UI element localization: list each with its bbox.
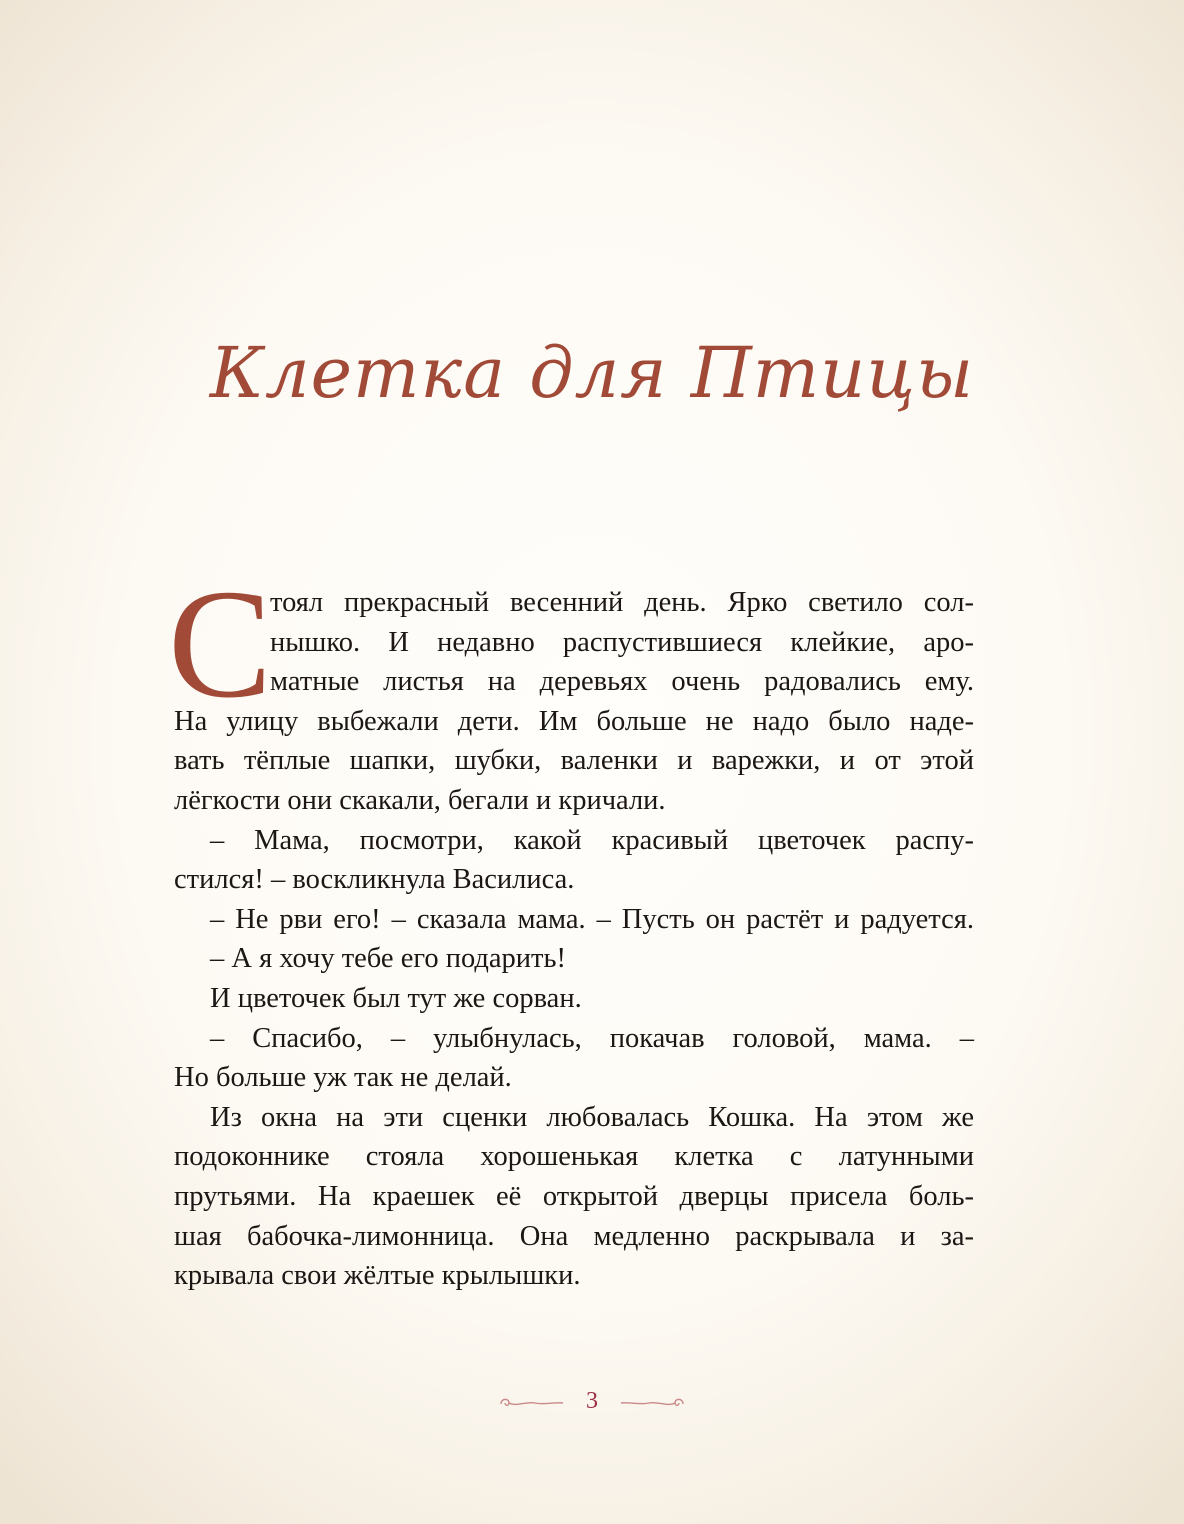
swirl-ornament-icon	[617, 1392, 687, 1412]
text-line: матные листья на деревьях очень радовались ему.	[270, 666, 974, 698]
text-line: На улицу выбежали дети. Им больше не надо было наде-	[174, 705, 974, 737]
page-title: Клетка для Птицы	[209, 332, 975, 414]
drop-cap: С	[168, 557, 273, 730]
text-line: – Спасибо, – улыбнулась, покачав головой, мама. –	[210, 1022, 974, 1054]
swirl-ornament-icon	[497, 1392, 567, 1412]
page-footer	[0, 1388, 1184, 1418]
text-line: вать тёплые шапки, шубки, валенки и варежки, и от этой	[174, 745, 974, 777]
text-line: Из окна на эти сценки любовалась Кошка. На этом же	[210, 1101, 974, 1133]
text-line: – Мама, посмотри, какой красивый цветочек распу-	[210, 824, 974, 856]
page-number: 3	[586, 1388, 598, 1414]
text-line: стился! – воскликнула Василиса.	[174, 864, 575, 896]
text-line: шая бабочка-лимонница. Она медленно раскрывала и за-	[174, 1220, 974, 1252]
text-line: – Не рви его! – сказала мама. – Пусть он растёт и радуется.	[210, 903, 974, 935]
story-text	[168, 557, 974, 1296]
text-line: – А я хочу тебе его подарить!	[210, 943, 566, 975]
text-line: лёгкости они скакали, бегали и кричали.	[174, 784, 666, 816]
text-line: тоял прекрасный весенний день. Ярко светило сол-	[270, 587, 974, 618]
text-line: крывала свои жёлтые крылышки.	[174, 1260, 581, 1292]
text-line: нышко. И недавно распустившиеся клейкие, аро-	[270, 626, 974, 658]
text-line: прутьями. На краешек её открытой дверцы присела боль-	[174, 1180, 974, 1212]
text-line: И цветочек был тут же сорван.	[210, 982, 582, 1014]
text-line: подоконнике стояла хорошенькая клетка с латунными	[174, 1141, 974, 1173]
text-line: Но больше уж так не делай.	[174, 1062, 512, 1094]
